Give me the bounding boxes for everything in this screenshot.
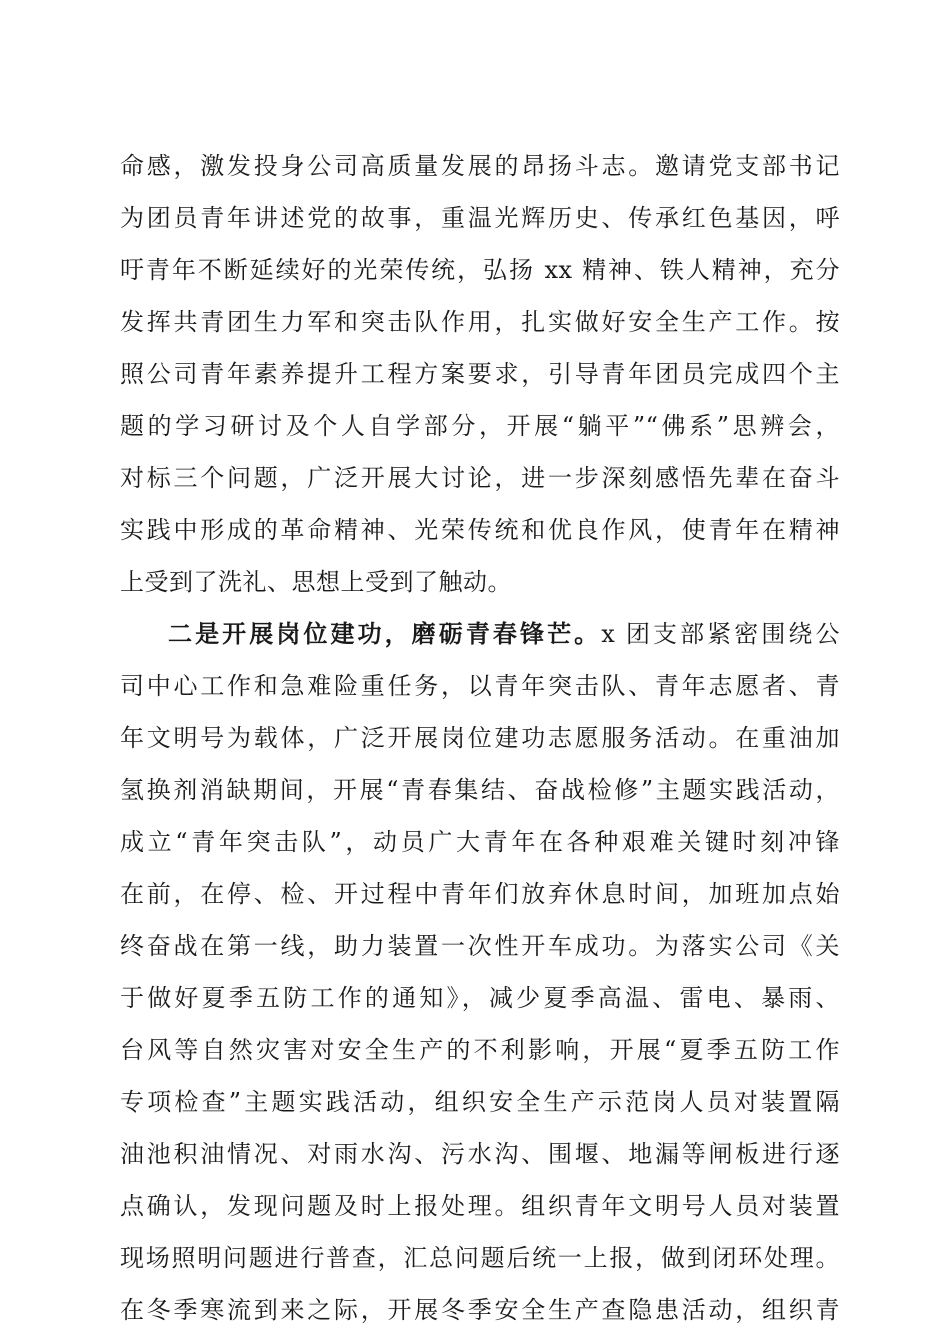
text-line: 吁青年不断延续好的光荣传统，弘扬 xx 精神、铁人精神，充分 <box>120 256 840 284</box>
text-line: 氢换剂消缺期间，开展“青春集结、奋战检修”主题实践活动， <box>120 776 840 804</box>
text-line: 油池积油情况、对雨水沟、污水沟、围堰、地漏等闸板进行逐 <box>120 1140 840 1168</box>
paragraph-2-first-line <box>120 608 840 660</box>
text-line: 司中心工作和急难险重任务，以青年突击队、青年志愿者、青 <box>120 672 840 700</box>
text-line: 于做好夏季五防工作的通知》，减少夏季高温、雷电、暴雨、 <box>120 984 840 1012</box>
text-line: 命感，激发投身公司高质量发展的昂扬斗志。邀请党支部书记 <box>120 152 840 180</box>
text-line: 专项检查”主题实践活动，组织安全生产示范岗人员对装置隔 <box>120 1088 840 1116</box>
paragraph-2-first-rest: x 团支部紧密围绕公 <box>601 620 840 648</box>
text-line: 照公司青年素养提升工程方案要求，引导青年团员完成四个主 <box>120 360 840 388</box>
text-line: 题的学习研讨及个人自学部分，开展“躺平”“佛系”思辨会， <box>120 412 840 440</box>
text-line: 上受到了洗礼、思想上受到了触动。 <box>120 568 512 596</box>
text-line: 年文明号为载体，广泛开展岗位建功志愿服务活动。在重油加 <box>120 724 840 752</box>
text-line: 为团员青年讲述党的故事，重温光辉历史、传承红色基因，呼 <box>120 204 840 232</box>
text-line: 在前，在停、检、开过程中青年们放弃休息时间，加班加点始 <box>120 880 840 908</box>
text-line: 终奋战在第一线，助力装置一次性开车成功。为落实公司《关 <box>120 932 840 960</box>
text-line: 对标三个问题，广泛开展大讨论，进一步深刻感悟先辈在奋斗 <box>120 464 840 492</box>
text-line: 点确认，发现问题及时上报处理。组织青年文明号人员对装置 <box>120 1192 840 1220</box>
text-line: 台风等自然灾害对安全生产的不利影响，开展“夏季五防工作 <box>120 1036 840 1064</box>
text-line: 现场照明问题进行普查，汇总问题后统一上报，做到闭环处理。 <box>120 1244 840 1272</box>
paragraph-2-heading: 二是开展岗位建功，磨砺青春锋芒。 <box>168 619 602 648</box>
text-line: 实践中形成的革命精神、光荣传统和优良作风，使青年在精神 <box>120 516 840 544</box>
body-text <box>120 140 840 1336</box>
text-line: 成立“青年突击队”，动员广大青年在各种艰难关键时刻冲锋 <box>120 828 840 856</box>
text-line: 发挥共青团生力军和突击队作用，扎实做好安全生产工作。按 <box>120 308 840 336</box>
text-line: 在冬季寒流到来之际，开展冬季安全生产查隐患活动，组织青 <box>120 1296 840 1324</box>
